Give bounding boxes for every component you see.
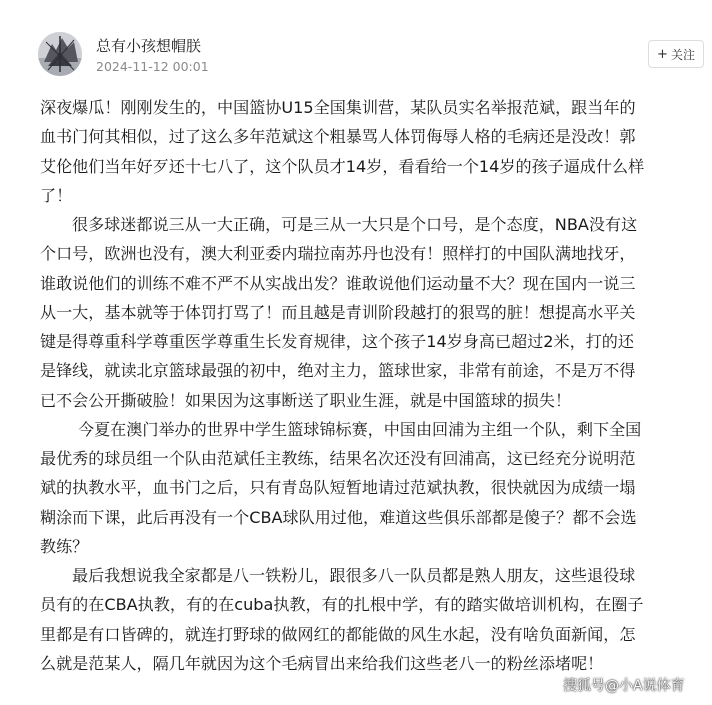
article-line: 员有的在CBA执教，有的在cuba执教，有的扎根中学，有的踏实做培训机构，在圈子 — [40, 595, 644, 615]
article-line: 个口号，欧洲也没有，澳大利亚委内瑞拉南苏丹也没有！照样打的中国队满地找牙， — [40, 244, 636, 264]
follow-button[interactable] — [648, 40, 704, 68]
post-date: 2024-11-12 00:01 — [96, 59, 209, 74]
article-line: 今夏在澳门举办的世界中学生篮球锦标赛，中国由回浦为主组一个队，剩下全国 — [78, 419, 642, 439]
article-line: 教练？ — [40, 536, 89, 556]
article-line: 了！ — [40, 185, 73, 205]
article-line: 血书门何其相似，过了这么多年范斌这个粗暴骂人体罚侮辱人格的毛病还是没改！郭 — [40, 127, 636, 147]
author-avatar[interactable] — [38, 32, 82, 76]
article-line: 里都是有口皆碑的，就连打野球的做网红的都能做的风生水起，没有啥负面新闻，怎 — [40, 624, 636, 644]
follow-button-label: 关注 — [670, 47, 695, 62]
avatar-image — [38, 32, 82, 76]
plus-icon: + — [657, 46, 668, 62]
article-line: 是锋线，就读北京篮球最强的初中，绝对主力，篮球世家，非常有前途，不是万不得 — [40, 361, 636, 381]
article-body — [40, 93, 712, 678]
article-line: 已不会公开撕破脸！如果因为这事断送了职业生涯，就是中国篮球的损失！ — [40, 390, 572, 410]
author-name[interactable]: 总有小孩想帽朕 — [96, 37, 202, 55]
article-line: 键是得尊重科学尊重医学尊重生长发育规律，这个孩子14岁身高已超过2米，打的还 — [40, 332, 634, 351]
article-line: 最后我想说我全家都是八一铁粉儿，跟很多八一队员都是熟人朋友，这些退役球 — [72, 566, 636, 585]
article-line: 斌的执教水平，血书门之后，只有青岛队短暂地请过范斌执教，很快就因为成绩一塌 — [40, 478, 636, 498]
article-line: 很多球迷都说三从一大正确，可是三从一大只是个口号，是个态度，NBA没有这 — [72, 215, 638, 234]
article-line: 从一大，基本就等于体罚打骂了！而且越是青训阶段越打的狠骂的脏！想提高水平关 — [40, 302, 636, 322]
article-line: 谁敢说他们的训练不难不严不从实战出发？谁敢说他们运动量不大？现在国内一说三 — [40, 273, 636, 293]
article-line: 深夜爆瓜！刚刚发生的，中国篮协U15全国集训营，某队员实名举报范斌，跟当年的 — [40, 98, 636, 117]
article-line: 最优秀的球员组一个队由范斌任主教练，结果名次还没有回浦高，这已经充分说明范 — [40, 449, 636, 468]
article-line: 糊涂而下课，此后再没有一个CBA球队用过他，难道这些俱乐部都是傻子？都不会选 — [40, 507, 637, 527]
article-line: 艾伦他们当年好歹还十七八了，这个队员才14岁，看看给一个14岁的孩子逼成什么样 — [40, 156, 645, 176]
article-line: 么就是范某人，隔几年就因为这个毛病冒出来给我们这些老八一的粉丝添堵呢！ — [40, 653, 604, 673]
post-header — [0, 0, 712, 88]
sohu-watermark: 搜狐号@小A说体育 — [563, 678, 685, 694]
